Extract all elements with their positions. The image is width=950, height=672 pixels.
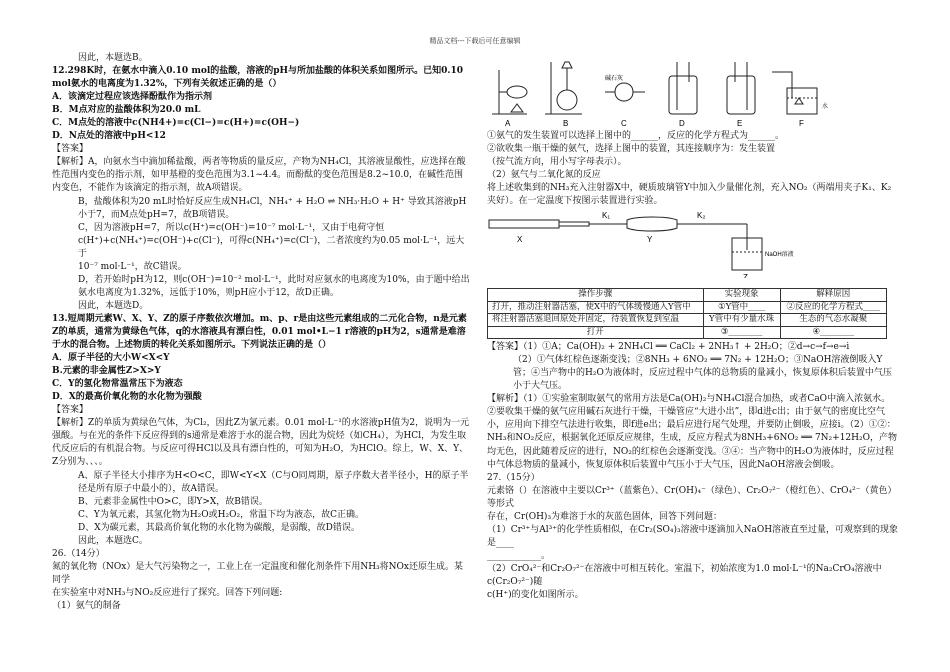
table-cell: 打开，推动注射器活塞，使X中的气体缓慢通入Y管中: [488, 301, 704, 313]
q11-conclusion: 因此，本题选B。: [78, 53, 148, 63]
fig1-label-d: D: [679, 119, 685, 128]
q27-head: 27.（15分）: [487, 472, 540, 483]
q12-analysis-c: C，因为溶液pH=7，所以c(H⁺)=c(OH⁻)=10⁻⁷ mol·L⁻¹，又由于电荷守恒: [78, 222, 385, 233]
fig2-label-z: Z: [743, 273, 748, 279]
fig2-label-k1: K₁: [602, 211, 611, 221]
apparatus-drawing: [487, 52, 899, 130]
q26-2-stem: 将上述收集到的NH₃充入注射器X中，硬质玻璃管Y中加入少量催化剂，充入NO₂（两端用夹子K₁、K₂夹好）。在一定温度下按图示装置进行实验。: [487, 183, 892, 207]
q13-option-d: D．X的最高价氧化物的水化物为强酸: [52, 392, 202, 403]
fig1-label-c: C: [621, 119, 627, 128]
q26-2-head: （2）氨气与二氧化氮的反应: [487, 170, 601, 181]
fig2-naoh-label: NaOH溶液: [765, 252, 794, 259]
q12-analysis-b: B，盐酸体积为20 mL时恰好反应生成NH₄Cl，NH₄⁺ + H₂O ⇌ NH₃·H₂O + H⁺ 导致其溶液pH小于7，而M点处pH=7，故B项错误。: [78, 196, 467, 220]
q12-answer-label: 【答案】: [52, 144, 89, 155]
q26-stem-1: 氮的氧化物（NOx）是大气污染物之一，工业上在一定温度和催化剂条件下用NH₃将NOx还原生成。某同学: [52, 561, 463, 585]
table-cell: ①Y管中____: [703, 301, 780, 313]
q12-option-c: C．M点处的溶液中c(NH4+)=c(Cl−)=c(H+)=c(OH−): [52, 118, 300, 129]
fig1-label-f: F: [799, 119, 804, 128]
table-cell: ②反应的化学方程式____: [780, 301, 886, 313]
right-column: [487, 52, 899, 602]
q12-conclusion: 因此，本题选D。: [78, 300, 149, 311]
q27-part-2a: （2）CrO₄²⁻和Cr₂O₇²⁻在溶液中可相互转化。室温下，初始浓度为1.0 mol·L⁻¹的Na₂CrO₄溶液中c(Cr₂O₇²⁻)随: [487, 563, 882, 587]
q13-option-c: C．Y的氢化物常温常压下为液态: [52, 379, 183, 390]
fig1-label-a: A: [505, 119, 511, 128]
q13-stem: 13.短周期元素W、X、Y、Z的原子序数依次增加。m、p、r是由这些元素组成的二元化合物，n是元素Z的单质，通常为黄绿色气体，q的水溶液具有漂白性，0.01 mol•L−1 r溶液的pH为2，s通常是难溶于水的混合物。上述物质的转化关系如图所示。下列说法正确的是（）: [52, 313, 467, 351]
q12-option-b: B．M点对应的盐酸体积为20.0 mL: [52, 105, 201, 116]
table-cell: ④________: [780, 326, 886, 338]
table-row: [488, 314, 887, 326]
fig2-label-y: Y: [647, 235, 653, 245]
q13-analysis-b: B、元素非金属性中O>C，即Y>X，故B错误。: [78, 496, 268, 507]
fig1-label-e: E: [737, 119, 743, 128]
q27-part-1b: ____________。: [487, 550, 551, 561]
fig1-water-label: 水: [822, 104, 829, 110]
reaction-apparatus-drawing: [487, 208, 899, 278]
q12-analysis-c2: c(H⁺)+c(NH₄⁺)=c(OH⁻)+c(Cl⁻)，可得c(NH₄⁺)=c(Cl⁻)，二者浓度约为0.05 mol·L⁻¹，远大于: [78, 235, 465, 259]
q27-stem-1: 元素铬（）在溶液中主要以Cr³⁺（蓝紫色）、Cr(OH)₄⁻（绿色）、Cr₂O₇²⁻（橙红色）、CrO₄²⁻（黄色）等形式: [487, 485, 897, 509]
q13-conclusion: 因此，本题选C。: [78, 535, 148, 546]
table-cell: 打开: [488, 326, 704, 338]
q26-answer-2: （2）①气体红棕色逐渐变浅；②8NH₃ + 6NO₂ ══ 7N₂ + 12H₂O；③NaOH溶液倒吸入Y管；④当产物中的H₂O为液体时，反应过程中气体的总物质的量减小，恢复原体积后装置中气压小于大气压。: [513, 355, 892, 392]
table-cell: 生态的气态水凝聚: [780, 314, 886, 326]
table-header: 操作步骤: [488, 289, 704, 301]
experiment-table: [487, 288, 887, 339]
q26-sub-1: （1）氨气的制备: [52, 600, 121, 611]
q26-1-part-c: （按气流方向，用小写字母表示）。: [487, 157, 627, 168]
q12-analysis-c3: 10⁻⁷ mol·L⁻¹，故C错误。: [78, 261, 187, 272]
q13-option-b: B.元素的非金属性Z>X>Y: [52, 366, 161, 377]
q26-analysis: 【解析】（1）①实验室制取氨气的常用方法是Ca(OH)₂与NH₄Cl混合加热，或者CaO中滴入浓氨水。②要收集干燥的氨气应用碱石灰进行干燥，干燥管应“大进小出”，即d进c出；由于氨气的密度比空气小，应用向下排空气法进行收集，即f进e出；最后应进行尾气处理，并要防止倒吸，应接i。（2）①②：NH₃和NO₂反应，根据氧化还原反应规律，生成，反应方程式为8NH₃+6NO₂ ══ 7N₂+12H₂O，产物均无色，因此随着反应的进行，NO₂的红棕色会逐渐变浅。③④：当产物中的H₂O为液体时，反应过程中气体总物质的量减小，恢复原体积后装置中气压小于大气压，因此NaOH溶液会倒吸。: [487, 394, 897, 470]
fig1-soda-lime-label: 碱石灰: [605, 76, 624, 82]
table-header-row: [488, 289, 887, 301]
table-row: [488, 326, 887, 338]
q26-head: 26.（14分）: [52, 548, 105, 559]
q27-stem-2: 存在，Cr(OH)₃为难溶于水的灰蓝色固体，回答下列问题：: [487, 511, 723, 522]
apparatus-figure: [487, 52, 899, 130]
q26-1-part-b: ②欲收集一瓶干燥的氨气，选择上图中的装置，其连接顺序为：发生装置: [487, 144, 776, 155]
q13-analysis-c: C、Y为氧元素，其氢化物为H₂O或H₂O₂，常温下均为液态，故C正确。: [78, 509, 364, 520]
table-header: 实验现象: [703, 289, 780, 301]
q27-part-1a: （1）Cr³⁺与Al³⁺的化学性质相似，在Cr₂(SO₄)₃溶液中逐滴加入NaOH溶液直至过量，可观察到的现象是____: [487, 524, 899, 548]
q12-option-d: D．N点处的溶液中pH<12: [52, 131, 166, 142]
q13-analysis-d: D、X为碳元素，其最高价氧化物的水化物为碳酸，是弱酸，故D错误。: [78, 522, 360, 533]
fig1-label-b: B: [563, 119, 569, 128]
fig2-label-k2: K₂: [697, 211, 706, 221]
table-cell: Y管中有少量水珠: [703, 314, 780, 326]
q26-answer-1: 【答案】（1）①A；Ca(OH)₂ + 2NH₄Cl ══ CaCl₂ + 2NH₃↑ + 2H₂O；②d→c→f→e→i: [487, 342, 850, 353]
page-header: 精品文档---下载后可任意编辑: [429, 37, 521, 45]
q27-part-2b: c(H⁺)的变化如图所示。: [487, 590, 584, 601]
left-column: [52, 52, 470, 613]
q13-option-a: A．原子半径的大小W<X<Y: [52, 353, 170, 364]
table-row: [488, 301, 887, 313]
q13-analysis-intro: 【解析】Z的单质为黄绿色气体，为Cl₂，因此Z为氯元素。0.01 mol·L⁻¹的水溶液pH值为2，说明为一元强酸。与在光的条件下反应得到的s通常是难溶于水的混合物，因此为烷烃（如CH₄），为HCl，为发生取代反应后的有机混合物。与反应可得HCl以及具有漂白性的，可知为H₂O，为HClO。综上，W、X、Y、Z分别为、、、。: [52, 418, 470, 468]
q13-analysis-a: A、原子半径大小排序为H<O<C，即W<Y<X（C与O同周期，原子序数大者半径小，H的原子半径是所有原子中最小的），故A错误。: [78, 470, 469, 494]
q12-analysis-a: 【解析】A，向氨水当中滴加稀盐酸，两者等物质的量反应，产物为NH₄Cl，其溶液显酸性，应选择在酸性范围内变色的指示剂，如甲基橙的变色范围为3.1~4.4。而酚酞的变色范围是8.2~10.0，在碱性范围内变色，不能作为该滴定的指示剂，故A项错误。: [52, 157, 466, 194]
q13-answer-label: 【答案】: [52, 405, 89, 416]
q26-1-part-a: ①氨气的发生装置可以选择上图中的______，反应的化学方程式为______。: [487, 131, 785, 141]
q12-analysis-d: D，若开始时pH为12，则c(OH⁻)=10⁻² mol·L⁻¹，此时对应氨水的电离度为10%，由于题中给出氨水电离度为1.32%，远低于10%，则pH应小于12，故D正确。: [78, 274, 470, 298]
table-cell: ③________: [703, 326, 780, 338]
reaction-apparatus-figure: [487, 208, 899, 286]
table-cell: 将注射器活塞退回原处并固定，待装置恢复到室温: [488, 314, 704, 326]
q12-option-a: A．该滴定过程应该选择酚酞作为指示剂: [52, 92, 212, 103]
fig2-label-x: X: [517, 235, 523, 245]
q12-stem: 12.298K时，在氨水中滴入0.10 mol的盐酸，溶液的pH与所加盐酸的体积关系如图所示。已知0.10 mol氨水的电离度为1.32%，下列有关叙述正确的是（）: [52, 66, 463, 90]
q26-stem-2: 在实验室中对NH₃与NO₂反应进行了探究。回答下列问题:: [52, 587, 283, 598]
table-header: 解释原因: [780, 289, 886, 301]
